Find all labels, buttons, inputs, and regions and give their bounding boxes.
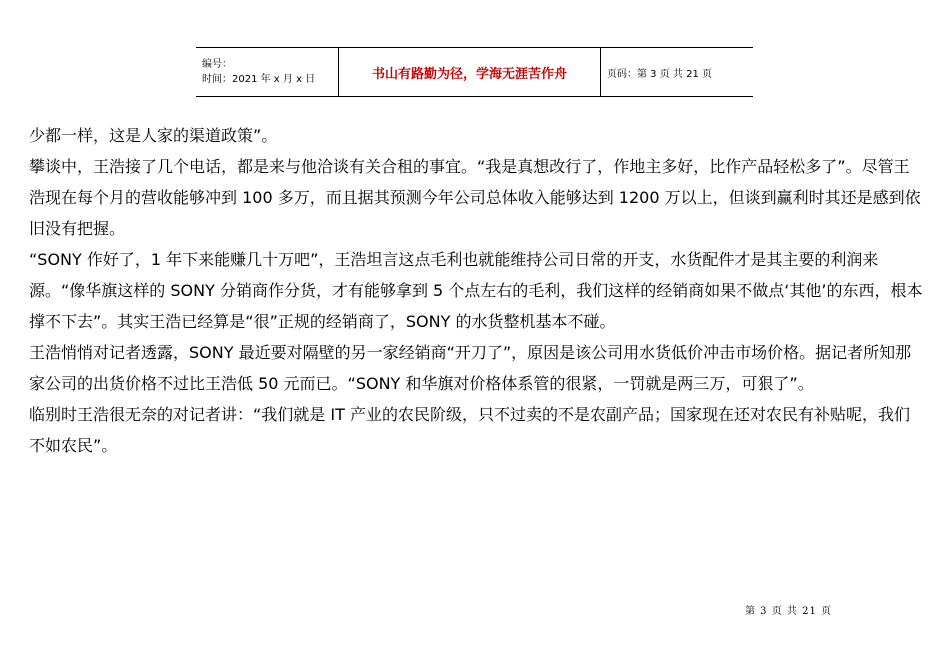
footer-page-number: 第 3 页 共 21 页 — [745, 606, 832, 617]
header-page-info: 页码：第 3 页 共 21 页 — [607, 68, 712, 80]
paragraph: 王浩悄悄对记者透露，SONY 最近要对隔壁的另一家经销商“开刀了”，原因是该公司用水货低价冲击市场价格。据记者所知那家公司的出货价格不过比王浩低 50 元而已。“SONY 和华旗对价格体系管的很紧，一罚就是两三万，可狠了”。 — [29, 343, 912, 393]
header-page-cell — [601, 48, 753, 96]
page-footer — [745, 602, 832, 617]
paragraph: 临别时王浩很无奈的对记者讲：“我们就是 IT 产业的农民阶级，只不过卖的不是农副产品；国家现在还对农民有补贴呢，我们不如农民”。 — [29, 405, 910, 455]
header-motto: 书山有路勤为径，学海无涯苦作舟 — [371, 66, 567, 82]
document-body — [29, 120, 924, 461]
paragraph: 少都一样，这是人家的渠道政策”。 — [29, 126, 278, 145]
document-date: 时间：2021 年 x 月 x 日 — [202, 74, 316, 85]
paragraph: “SONY 作好了，1 年下来能赚几十万吧”，王浩坦言这点毛利也就能维持公司日常的开支，水货配件才是其主要的利润来源。“像华旗这样的 SONY 分销商作分货，才有能够拿到 5 个点左右的毛利，我们这样的经销商如果不做点‘其他’的东西，根本撑不下去”。其实王浩已经算是“很”正规的经销商了，SONY 的水货整机基本不碰。 — [29, 250, 923, 331]
header-motto-cell — [339, 48, 601, 96]
document-number-label: 编号： — [202, 59, 232, 70]
paragraph: 攀谈中，王浩接了几个电话，都是来与他洽谈有关合租的事宜。“我是真想改行了，作地主多好，比作产品轻松多了”。尽管王浩现在每个月的营收能够冲到 100 多万，而且据其预测今年公司总体收入能够达到 1200 万以上，但谈到赢利时其还是感到依旧没有把握。 — [29, 157, 921, 238]
header-meta-cell — [196, 48, 339, 96]
page-header — [196, 47, 753, 97]
